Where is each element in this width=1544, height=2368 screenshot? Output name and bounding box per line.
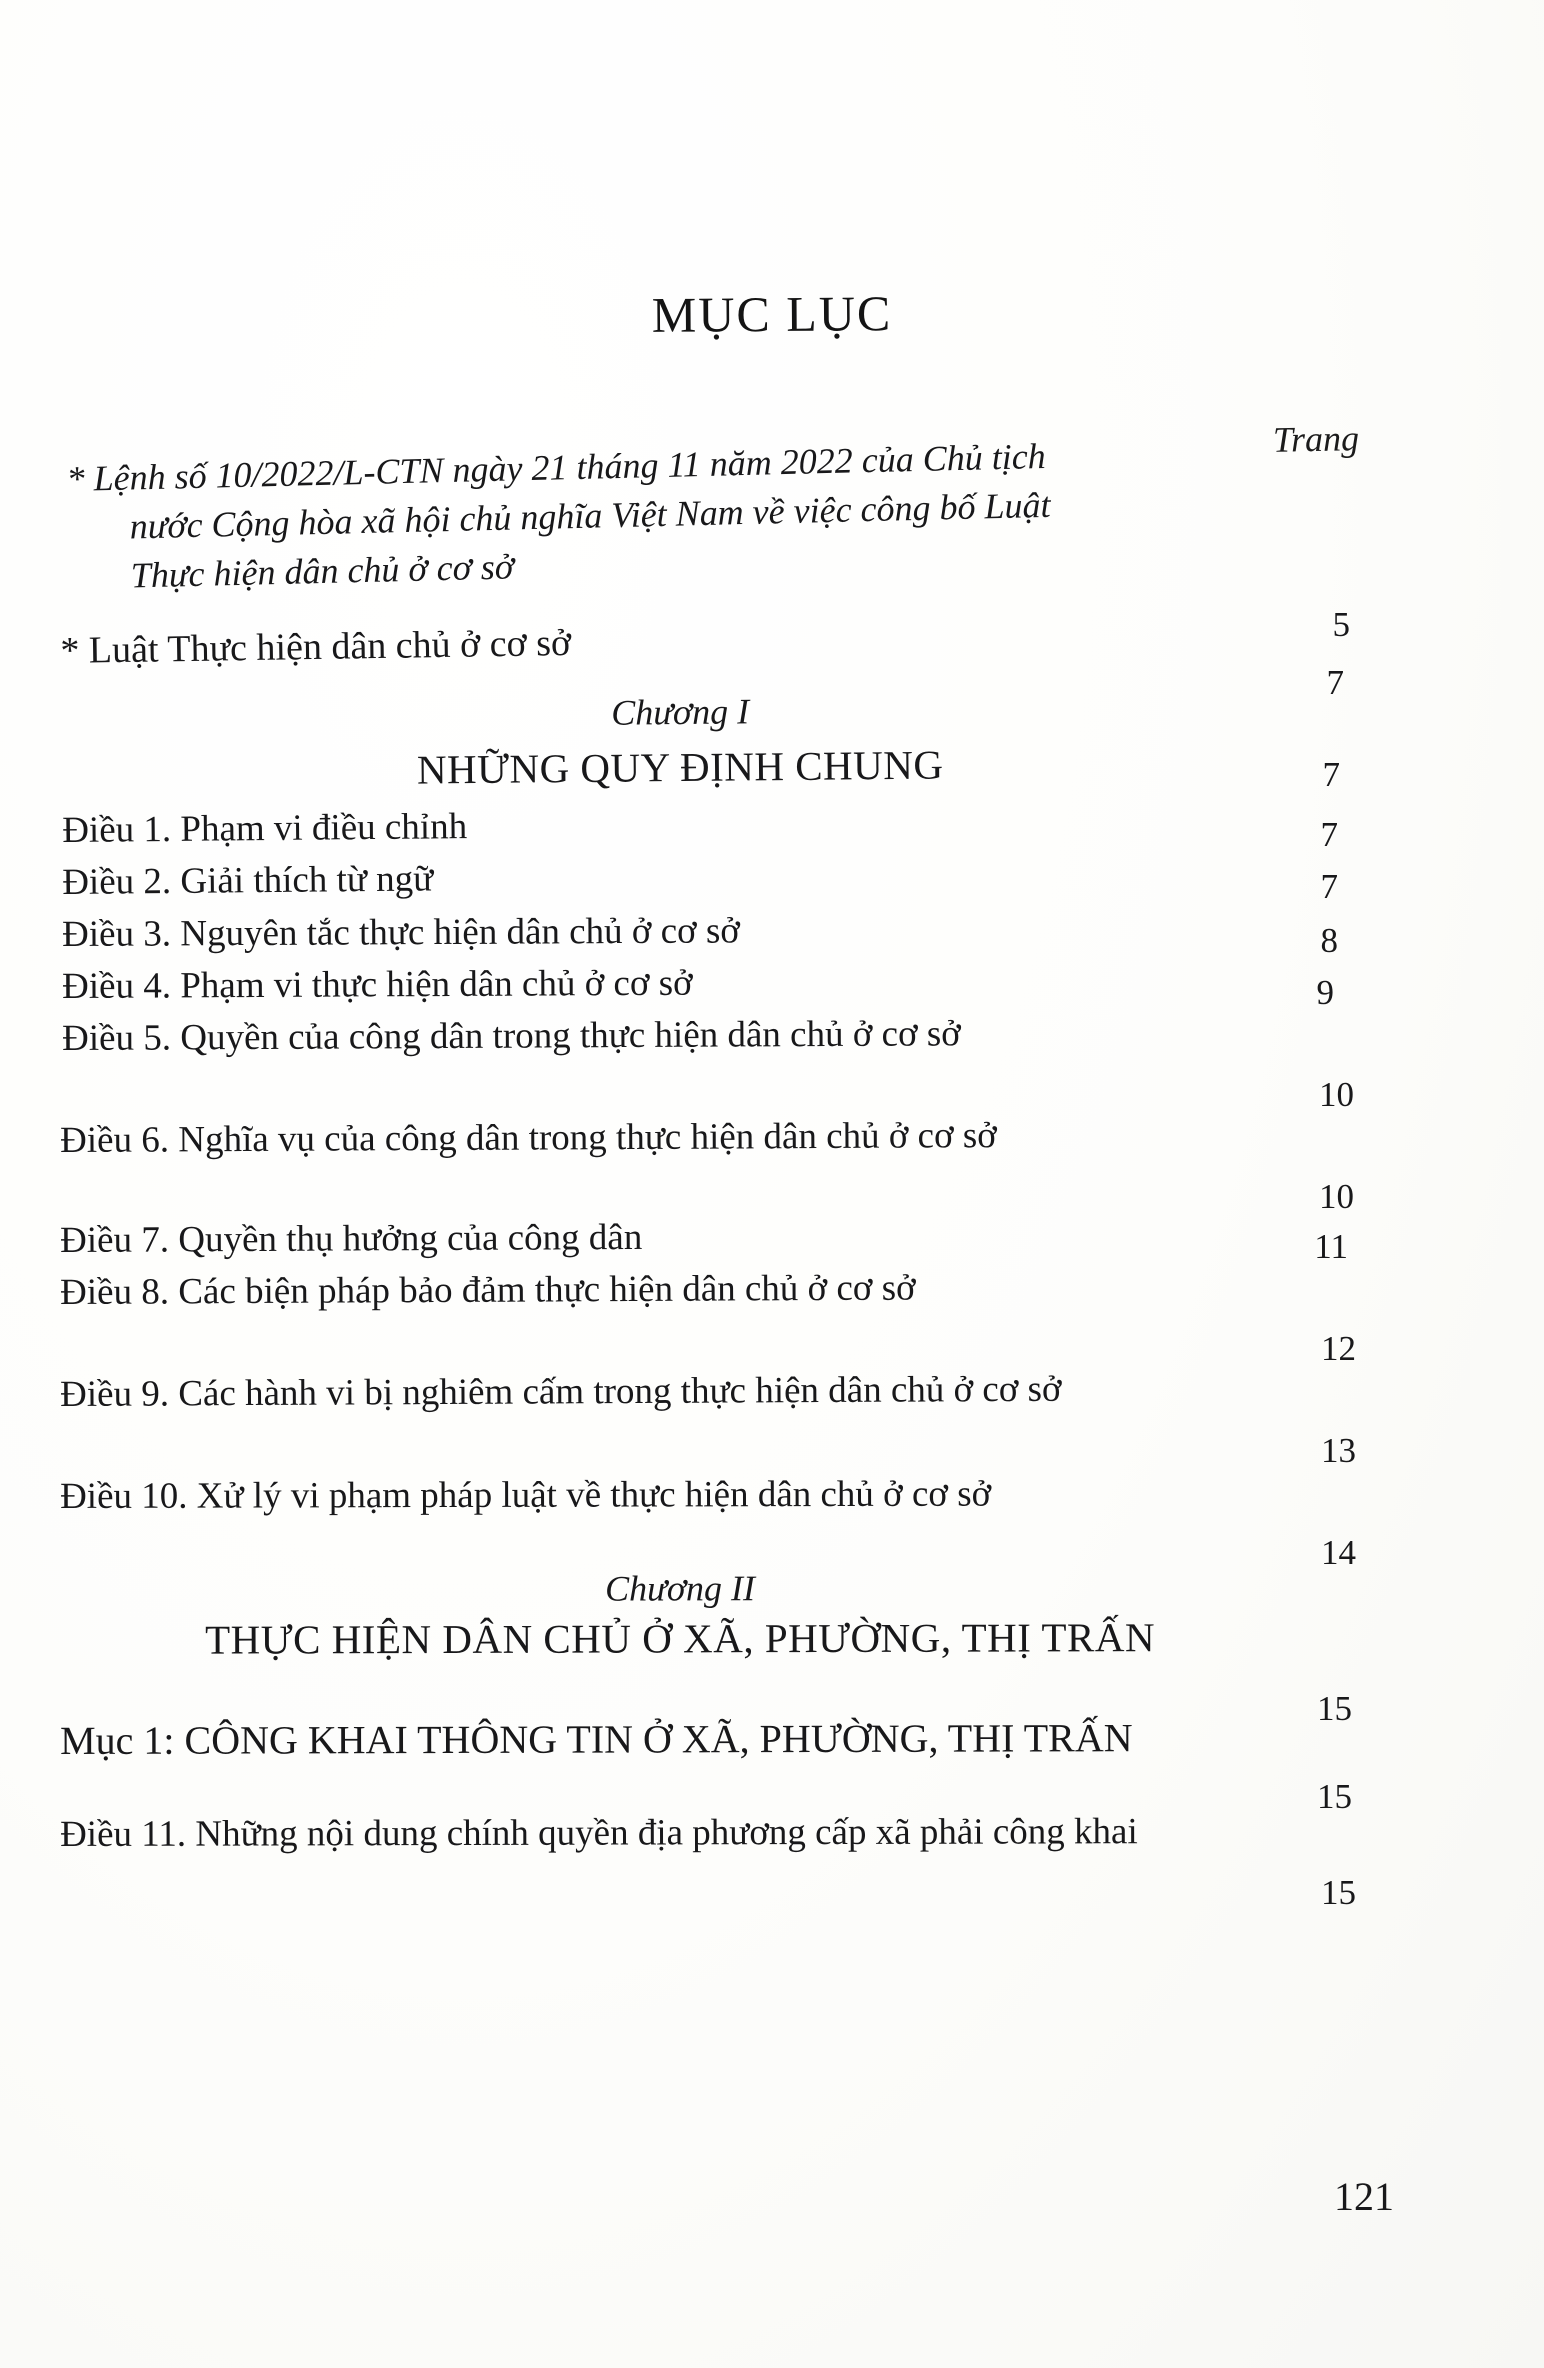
toc-page-number: 15 [1317,1689,1352,1728]
toc-entry-label: Điều 4. Phạm vi thực hiện dân chủ ở cơ sở [62,962,693,1007]
toc-entry-dieu-9[interactable] [60,1365,1240,1419]
toc-entry-dieu-7[interactable] [60,1211,1300,1266]
toc-entry-label: Điều 11. Những nội dung chính quyền địa phương cấp xã phải công khai [60,1811,1138,1855]
toc-chapter-1-title[interactable] [60,735,1300,800]
toc-entry-label: Điều 8. Các biện pháp bảo đảm thực hiện dân chủ ở cơ sở [60,1267,916,1313]
page-title: MỤC LỤC [651,285,893,343]
toc-page-number: 5 [1332,605,1350,644]
toc-chapter-2-title[interactable] [60,1612,1300,1665]
toc-entry-muc-1[interactable] [60,1714,1260,1766]
toc-entry-dieu-4[interactable] [62,957,1302,1012]
toc-entry-label: Chương II [605,1568,756,1609]
toc-entry-label: Điều 2. Giải thích từ ngữ [62,858,434,903]
toc-entry-label: THỰC HIỆN DÂN CHỦ Ở XÃ, PHƯỜNG, THỊ TRẤN [205,1614,1156,1663]
toc-entry-label: Điều 5. Quyền của công dân trong thực hiện dân chủ ở cơ sở [62,1013,961,1059]
toc-entry-dieu-10[interactable] [60,1470,1240,1521]
toc-entry-dieu-5[interactable] [62,1009,1242,1063]
toc-page-number: 15 [1317,1777,1352,1816]
toc-entry-dieu-8[interactable] [60,1263,1240,1317]
toc-entry-label: * Lệnh số 10/2022/L-CTN ngày 21 tháng 11 năm 2022 của Chủ tịch nước Cộng hòa xã hội chủ nghĩa Việt Nam về việc công bố Luật Thực hiện dân chủ ở cơ sở [66,435,1060,596]
toc-page-number: 13 [1321,1431,1356,1470]
toc-entry-label: Điều 6. Nghĩa vụ của công dân trong thực hiện dân chủ ở cơ sở [60,1115,997,1161]
toc-entry-label: Điều 7. Quyền thụ hưởng của công dân [60,1216,643,1261]
folio-page-number: 121 [1334,2174,1394,2219]
toc-entry-dieu-2[interactable] [62,847,1302,907]
toc-page-number: 7 [1326,663,1344,702]
toc-entry-luat[interactable] [60,608,1291,677]
toc-entry-label: Chương I [611,691,750,733]
toc-entry-label: Điều 9. Các hành vi bị nghiêm cấm trong thực hiện dân chủ ở cơ sở [60,1368,1062,1415]
toc-page-number: 11 [1314,1227,1348,1266]
toc-entry-dieu-3[interactable] [62,905,1302,960]
toc-entry-dieu-6[interactable] [60,1111,1240,1165]
toc-page-number: 10 [1319,1177,1354,1216]
toc-page-number: 7 [1320,867,1338,906]
toc-chapter-1-label [60,683,1300,742]
toc-page-number: 7 [1322,755,1340,794]
toc-page-number: 15 [1321,1873,1356,1912]
toc-entry-label: Mục 1: CÔNG KHAI THÔNG TIN Ở XÃ, PHƯỜNG, THỊ TRẤN [60,1715,1133,1763]
toc-entry-label: Điều 3. Nguyên tắc thực hiện dân chủ ở cơ sở [62,910,740,955]
toc-entry-label: Điều 1. Phạm vi điều chỉnh [62,806,468,851]
toc-entry-label: Điều 10. Xử lý vi phạm pháp luật về thực hiện dân chủ ở cơ sở [60,1473,992,1517]
toc-page-number: 9 [1316,973,1334,1012]
toc-entry-lenh-so[interactable] [66,426,1299,602]
toc-entry-label: NHỮNG QUY ĐỊNH CHUNG [416,741,944,793]
toc-entry-dieu-11[interactable] [60,1808,1240,1859]
toc-chapter-2-label [60,1564,1300,1614]
page-column-header: Trang [1272,418,1360,460]
toc-entry-dieu-1[interactable] [62,795,1302,855]
toc-entry-label: * Luật Thực hiện dân chủ ở cơ sở [60,621,572,672]
toc-page-number: 8 [1320,921,1338,960]
toc-page-number: 7 [1320,815,1338,854]
toc-page-number: 10 [1319,1075,1354,1114]
toc-page-number: 14 [1321,1533,1356,1572]
toc-page-number: 12 [1321,1329,1356,1368]
